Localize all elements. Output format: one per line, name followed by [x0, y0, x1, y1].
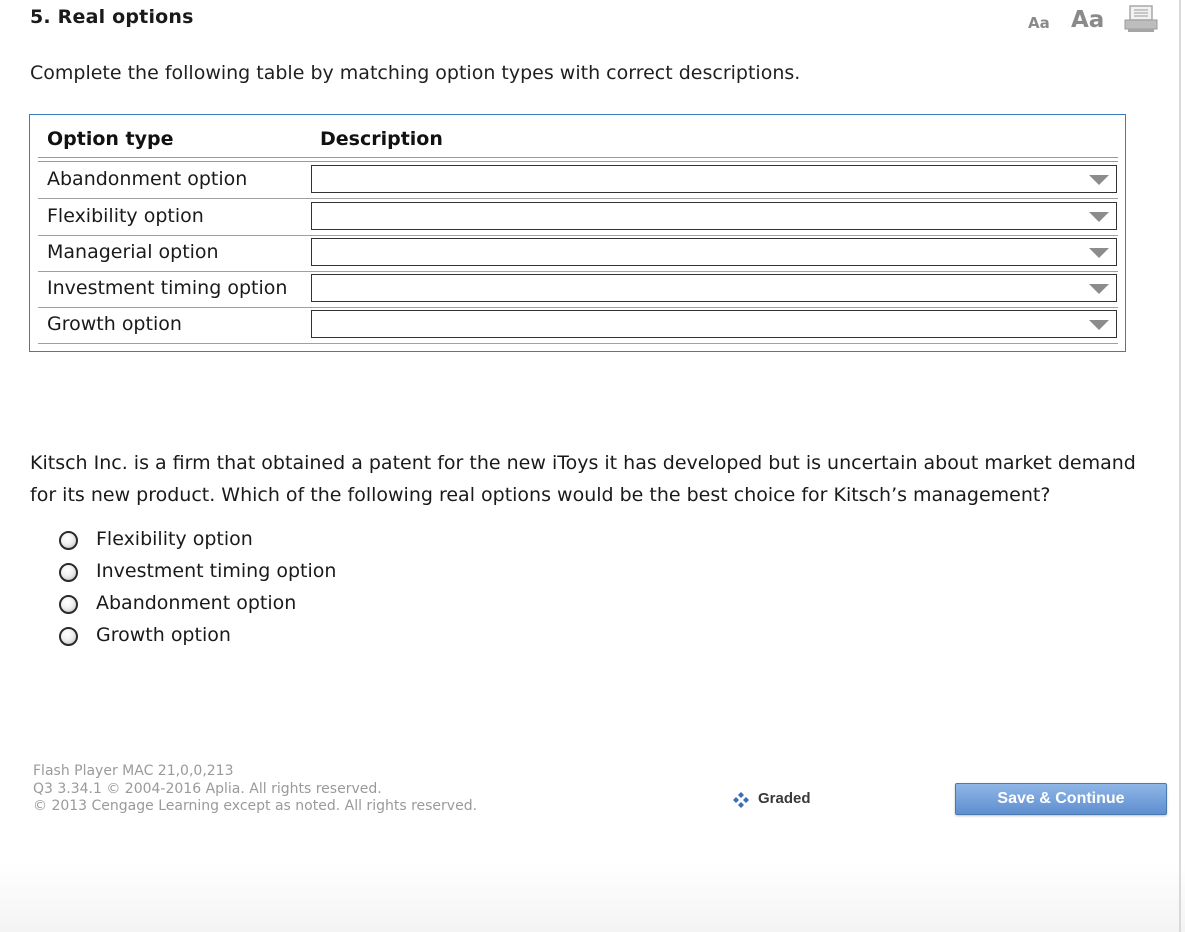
radio-icon[interactable]	[59, 531, 78, 550]
description-dropdown[interactable]	[311, 310, 1117, 338]
answer-choice-label[interactable]: Investment timing option	[96, 560, 337, 582]
table-row	[38, 162, 1118, 199]
footer-info	[33, 763, 477, 816]
dropdown-arrow-icon[interactable]	[1089, 320, 1109, 330]
table-row	[38, 271, 1118, 308]
answer-choice-label[interactable]: Abandonment option	[96, 592, 297, 614]
matching-table	[29, 114, 1126, 352]
dropdown-arrow-icon[interactable]	[1089, 212, 1109, 222]
radio-icon[interactable]	[59, 627, 78, 646]
save-continue-button[interactable]: Save & Continue	[955, 783, 1167, 815]
column-header-description: Description	[320, 128, 443, 150]
radio-icon[interactable]	[59, 595, 78, 614]
option-type-label: Flexibility option	[47, 205, 204, 227]
table-row	[38, 307, 1118, 344]
column-header-option-type: Option type	[47, 128, 174, 150]
description-dropdown[interactable]	[311, 274, 1117, 302]
option-type-label: Investment timing option	[47, 277, 288, 299]
description-dropdown[interactable]	[311, 238, 1117, 266]
table-row	[38, 235, 1118, 272]
question-text: Kitsch Inc. is a firm that obtained a patent for the new iToys it has developed but is uncertain about market demand for its new product. Which of the following real options would be the best choice for Kitsch’s management?	[30, 452, 1136, 506]
font-increase-button[interactable]: Aa	[1071, 7, 1105, 33]
answer-choice-label[interactable]: Flexibility option	[96, 528, 253, 550]
radio-icon[interactable]	[59, 563, 78, 582]
footer-line: Q3 3.34.1 © 2004-2016 Aplia. All rights reserved.	[33, 780, 382, 797]
print-icon[interactable]	[1124, 5, 1158, 33]
description-dropdown[interactable]	[311, 165, 1117, 193]
option-type-label: Growth option	[47, 313, 182, 335]
option-type-label: Abandonment option	[47, 168, 248, 190]
dropdown-arrow-icon[interactable]	[1089, 175, 1109, 185]
dropdown-arrow-icon[interactable]	[1089, 248, 1109, 258]
footer-line: Flash Player MAC 21,0,0,213	[33, 763, 234, 779]
dropdown-arrow-icon[interactable]	[1089, 284, 1109, 294]
graded-diamond-icon	[733, 792, 749, 808]
instruction-text: Complete the following table by matching option types with correct descriptions.	[30, 62, 801, 84]
page-right-border	[1179, 0, 1181, 932]
question-title: 5. Real options	[30, 6, 194, 28]
table-row	[38, 199, 1118, 236]
description-dropdown[interactable]	[311, 202, 1117, 230]
graded-label: Graded	[758, 790, 811, 807]
answer-choice-label[interactable]: Growth option	[96, 624, 231, 646]
font-decrease-button[interactable]: Aa	[1028, 14, 1050, 32]
option-type-label: Managerial option	[47, 241, 219, 263]
footer-line: © 2013 Cengage Learning except as noted. All rights reserved.	[33, 798, 478, 814]
